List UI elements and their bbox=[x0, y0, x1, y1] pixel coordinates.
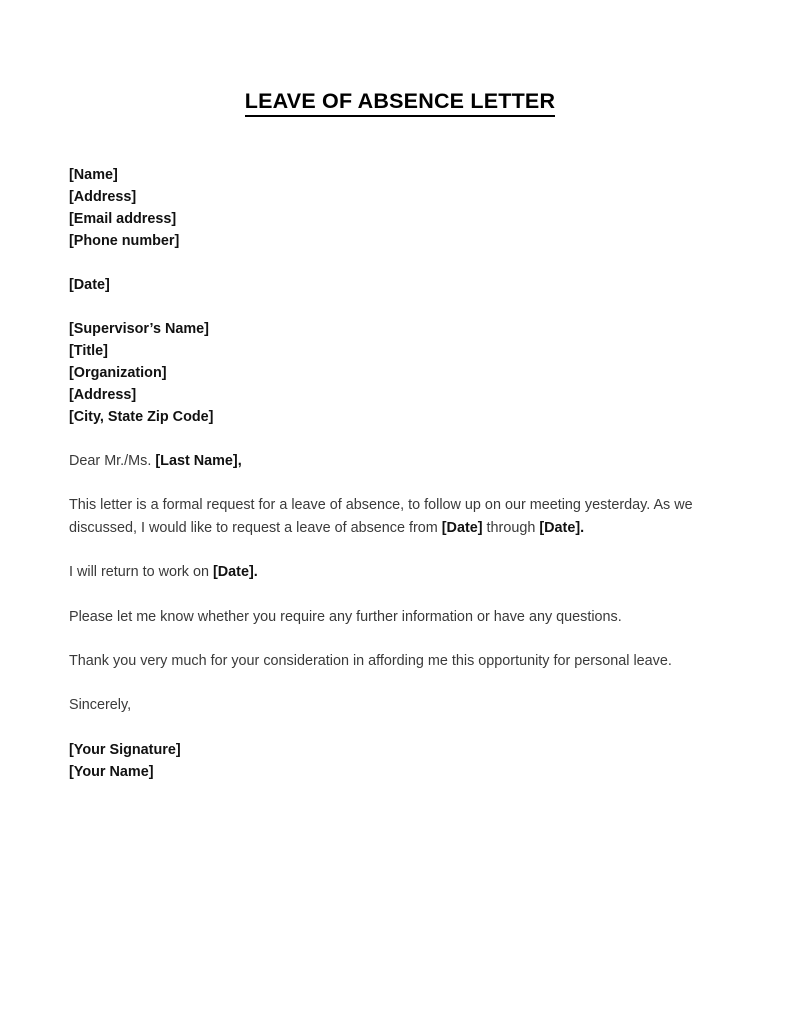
salutation-prefix: Dear Mr./Ms. bbox=[69, 453, 156, 469]
spacer-paragraph-2 bbox=[69, 584, 731, 606]
page-title-text: LEAVE OF ABSENCE LETTER bbox=[245, 88, 555, 117]
signature-block bbox=[69, 739, 731, 783]
salutation-line bbox=[69, 450, 731, 472]
recipient-address: [Address] bbox=[69, 387, 137, 403]
sender-address: [Address] bbox=[69, 189, 137, 205]
paragraph-return-text: I will return to work on bbox=[69, 564, 213, 581]
signature-placeholder: [Your Signature] bbox=[69, 741, 181, 758]
spacer-paragraph-3 bbox=[69, 628, 731, 650]
spacer-closing bbox=[69, 717, 731, 739]
paragraph-request-text-1: This letter is a formal request for a leave of absence, to follow up on our meeting yesterday. As we discussed, I would like to request a leave of absence from bbox=[69, 497, 693, 536]
letter-body bbox=[69, 88, 731, 783]
paragraph-request-date-from: [Date] bbox=[441, 519, 483, 536]
closing-line: Sincerely, bbox=[69, 697, 132, 714]
paragraph-request bbox=[69, 494, 731, 539]
sender-email: [Email address] bbox=[69, 211, 177, 227]
spacer-paragraph-1 bbox=[69, 539, 731, 561]
paragraph-request-date-through: [Date]. bbox=[539, 519, 585, 536]
salutation-lastname-placeholder: [Last Name], bbox=[155, 453, 242, 469]
paragraph-return-date: [Date]. bbox=[212, 564, 258, 581]
signature-name-placeholder: [Your Name] bbox=[69, 763, 154, 780]
paragraph-thanks: Thank you very much for your consideration in affording me this opportunity for personal leave. bbox=[69, 653, 672, 670]
sender-name: [Name] bbox=[69, 167, 118, 183]
date-line: [Date] bbox=[69, 277, 110, 293]
spacer-salutation bbox=[69, 472, 731, 494]
sender-address-block bbox=[69, 164, 731, 252]
date-block bbox=[69, 274, 731, 296]
paragraph-further-info: Please let me know whether you require any further information or have any questions. bbox=[69, 608, 622, 625]
paragraph-request-text-2: through bbox=[482, 519, 540, 536]
spacer-recipient bbox=[69, 428, 731, 450]
recipient-title: [Title] bbox=[69, 343, 108, 359]
spacer-title bbox=[69, 117, 731, 164]
recipient-city-state-zip: [City, State Zip Code] bbox=[69, 409, 214, 425]
recipient-address-block bbox=[69, 318, 731, 428]
spacer-paragraph-4 bbox=[69, 672, 731, 694]
page-title bbox=[69, 88, 731, 117]
recipient-supervisor-name: [Supervisor’s Name] bbox=[69, 321, 209, 337]
spacer-sender bbox=[69, 252, 731, 274]
sender-phone: [Phone number] bbox=[69, 233, 180, 249]
spacer-date bbox=[69, 296, 731, 318]
paragraph-return bbox=[69, 561, 731, 583]
recipient-organization: [Organization] bbox=[69, 365, 167, 381]
